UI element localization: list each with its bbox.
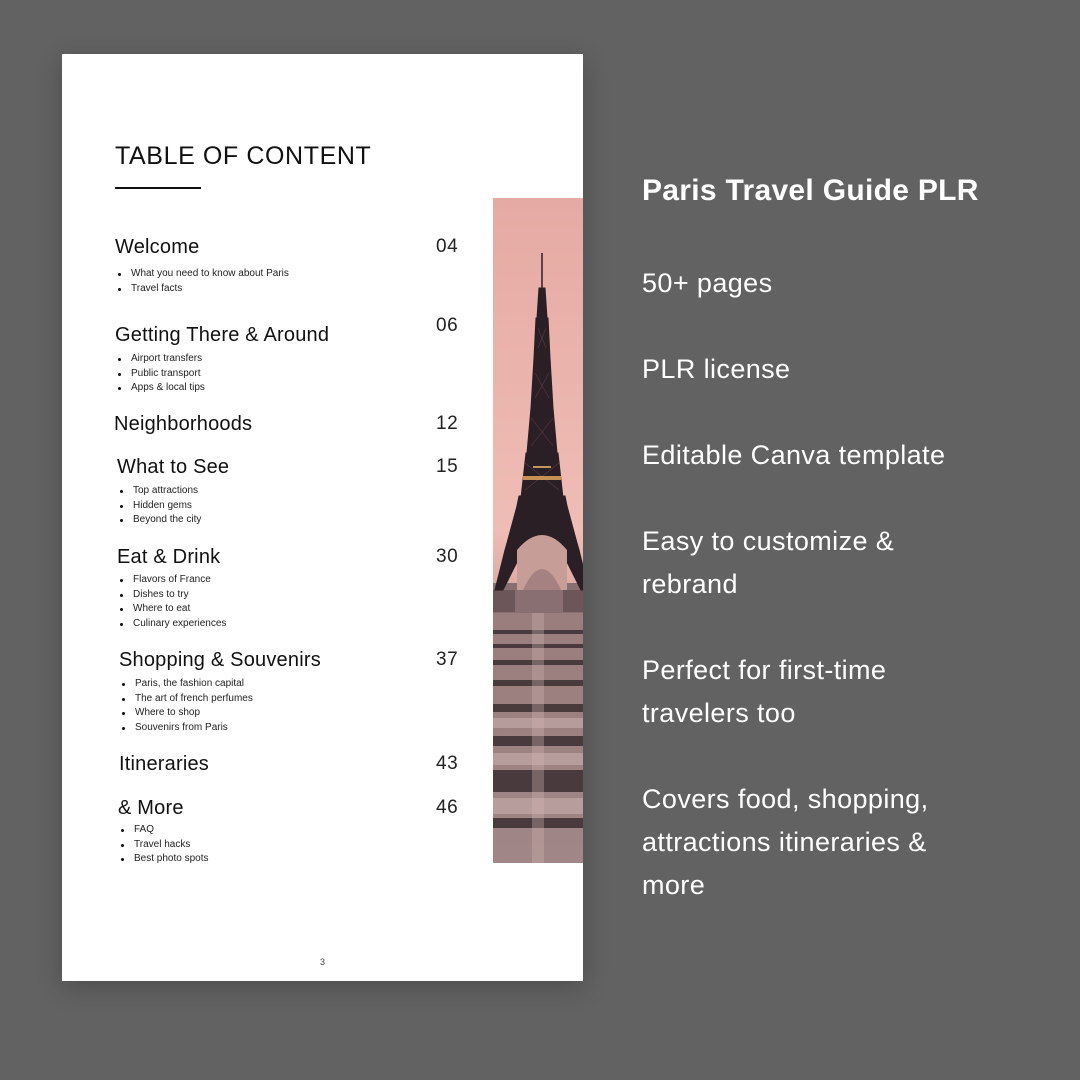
page-number: 3 <box>320 957 326 967</box>
eiffel-tower-photo <box>493 198 583 863</box>
section-page-number: 12 <box>436 413 459 434</box>
section-page-number: 15 <box>436 456 459 477</box>
feature-item: Perfect for first-time travelers too <box>642 655 887 728</box>
section-title: Shopping & Souvenirs <box>119 649 321 671</box>
list-item: Culinary experiences <box>117 617 226 632</box>
section-page-number: 06 <box>436 315 459 336</box>
feature-item: Covers food, shopping, attractions itineraries & more <box>642 784 929 900</box>
list-item: Flavors of France <box>117 573 226 588</box>
toc-title: TABLE OF CONTENT <box>115 142 372 170</box>
section-items <box>119 677 253 735</box>
list-item: The art of french perfumes <box>119 692 253 707</box>
list-item: FAQ <box>118 823 209 838</box>
list-item: What you need to know about Paris <box>115 267 289 282</box>
list-item: Apps & local tips <box>115 381 205 396</box>
section-title: Neighborhoods <box>114 413 253 435</box>
guide-page <box>62 54 583 981</box>
list-item: Souvenirs from Paris <box>119 721 253 736</box>
section-items <box>115 352 205 396</box>
section-page-number: 46 <box>436 797 459 818</box>
list-item: Best photo spots <box>118 852 209 867</box>
promo-headline: Paris Travel Guide PLR <box>642 174 979 207</box>
list-item: Where to shop <box>119 706 253 721</box>
list-item: Paris, the fashion capital <box>119 677 253 692</box>
toc-title-underline <box>115 187 201 189</box>
list-item: Beyond the city <box>117 513 201 528</box>
section-title: Welcome <box>115 236 200 258</box>
section-items <box>117 573 226 631</box>
section-page-number: 04 <box>436 236 459 257</box>
section-page-number: 30 <box>436 546 459 567</box>
section-title: Itineraries <box>119 753 210 775</box>
feature-item: 50+ pages <box>642 268 773 298</box>
list-item: Hidden gems <box>117 499 201 514</box>
section-items <box>117 484 201 528</box>
list-item: Public transport <box>115 367 205 382</box>
list-item: Where to eat <box>117 602 226 617</box>
eiffel-tower-icon <box>493 198 583 863</box>
feature-item: Easy to customize & rebrand <box>642 526 895 599</box>
list-item: Top attractions <box>117 484 201 499</box>
list-item: Dishes to try <box>117 588 226 603</box>
list-item: Airport transfers <box>115 352 205 367</box>
feature-item: Editable Canva template <box>642 440 946 470</box>
list-item: Travel hacks <box>118 838 209 853</box>
section-items <box>115 267 289 296</box>
section-title: & More <box>118 797 184 819</box>
feature-item: PLR license <box>642 354 791 384</box>
section-items <box>118 823 209 867</box>
section-title: What to See <box>117 456 230 478</box>
list-item: Travel facts <box>115 282 289 297</box>
section-title: Eat & Drink <box>117 546 221 568</box>
section-page-number: 43 <box>436 753 459 774</box>
section-page-number: 37 <box>436 649 459 670</box>
section-title: Getting There & Around <box>115 324 330 346</box>
